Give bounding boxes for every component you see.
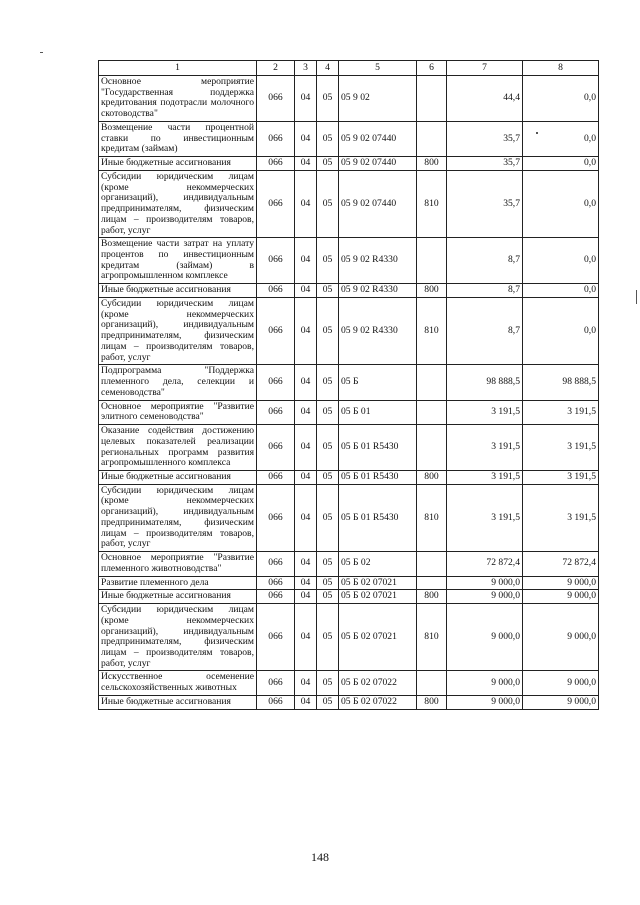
row-name-cell: Субсидии юридическим лицам (кроме некоммерческих организаций), индивидуальным предпринимателям, физическим лицам – производителям товаров, работ, услуг: [99, 604, 257, 671]
row-value-cell: 05: [317, 400, 339, 424]
row-value-cell: 04: [295, 671, 317, 695]
row-name-cell: Субсидии юридическим лицам (кроме некоммерческих организаций), индивидуальным предпринимателям, физическим лицам – производителям товаров, работ, услуг: [99, 170, 257, 237]
row-value-cell: 066: [257, 470, 295, 484]
row-value-cell: 05 9 02 07440: [339, 170, 417, 237]
row-value-cell: 9 000,0: [447, 671, 523, 695]
row-value-cell: 44,4: [447, 76, 523, 122]
row-value-cell: 800: [417, 284, 447, 298]
row-value-cell: 05 9 02 R4330: [339, 297, 417, 364]
row-value-cell: 066: [257, 284, 295, 298]
column-header: 1: [99, 61, 257, 76]
row-value-cell: 05: [317, 425, 339, 471]
page-number: 148: [311, 850, 329, 864]
row-value-cell: 04: [295, 157, 317, 171]
table-row: [99, 297, 599, 364]
row-value-cell: 3 191,5: [447, 484, 523, 551]
row-value-cell: 9 000,0: [523, 576, 599, 590]
row-value-cell: 35,7: [447, 170, 523, 237]
row-value-cell: 3 191,5: [523, 400, 599, 424]
row-value-cell: 066: [257, 604, 295, 671]
row-value-cell: 066: [257, 484, 295, 551]
row-value-cell: [417, 576, 447, 590]
row-name-cell: Возмещение части процентной ставки по инвестиционным кредитам (займам): [99, 121, 257, 156]
row-value-cell: 05 Б 01 R5430: [339, 470, 417, 484]
column-header: 2: [257, 61, 295, 76]
table-row: [99, 590, 599, 604]
row-value-cell: 04: [295, 297, 317, 364]
row-value-cell: 066: [257, 400, 295, 424]
table-row: [99, 671, 599, 695]
column-header: 8: [523, 61, 599, 76]
row-value-cell: [417, 671, 447, 695]
row-value-cell: 9 000,0: [523, 590, 599, 604]
row-value-cell: 800: [417, 470, 447, 484]
row-value-cell: 066: [257, 576, 295, 590]
row-value-cell: 05 9 02 07440: [339, 157, 417, 171]
row-value-cell: 05: [317, 604, 339, 671]
row-value-cell: 05 9 02: [339, 76, 417, 122]
column-header: 4: [317, 61, 339, 76]
table-row: [99, 157, 599, 171]
row-value-cell: 05 Б 02 07022: [339, 671, 417, 695]
row-value-cell: 0,0: [523, 157, 599, 171]
row-name-cell: Возмещение части затрат на уплату процентов по инвестиционным кредитам (займам) в агропромышленном комплексе: [99, 238, 257, 284]
row-name-cell: Иные бюджетные ассигнования: [99, 695, 257, 709]
row-value-cell: 72 872,4: [447, 552, 523, 576]
row-value-cell: 9 000,0: [447, 576, 523, 590]
row-value-cell: 810: [417, 484, 447, 551]
row-value-cell: 04: [295, 238, 317, 284]
row-value-cell: 35,7: [447, 157, 523, 171]
row-value-cell: 05: [317, 297, 339, 364]
table-row: [99, 365, 599, 400]
row-value-cell: 05 9 02 R4330: [339, 284, 417, 298]
table-row: [99, 576, 599, 590]
row-value-cell: 04: [295, 590, 317, 604]
row-value-cell: 04: [295, 484, 317, 551]
row-value-cell: 0,0: [523, 76, 599, 122]
column-header: 7: [447, 61, 523, 76]
row-value-cell: 05: [317, 671, 339, 695]
row-value-cell: 066: [257, 695, 295, 709]
row-value-cell: 05: [317, 590, 339, 604]
row-value-cell: 04: [295, 425, 317, 471]
row-value-cell: 05: [317, 552, 339, 576]
row-name-cell: Иные бюджетные ассигнования: [99, 590, 257, 604]
row-value-cell: 066: [257, 425, 295, 471]
row-value-cell: 3 191,5: [523, 484, 599, 551]
row-value-cell: 066: [257, 170, 295, 237]
row-value-cell: 04: [295, 695, 317, 709]
row-name-cell: Основное мероприятие "Государственная поддержка кредитования подотрасли молочного скотоводства": [99, 76, 257, 122]
row-value-cell: [417, 552, 447, 576]
row-value-cell: 3 191,5: [447, 470, 523, 484]
row-value-cell: 066: [257, 76, 295, 122]
row-value-cell: 05 9 02 R4330: [339, 238, 417, 284]
table-row: [99, 604, 599, 671]
row-value-cell: 0,0: [523, 170, 599, 237]
row-name-cell: Субсидии юридическим лицам (кроме некоммерческих организаций), индивидуальным предпринимателям, физическим лицам – производителям товаров, работ, услуг: [99, 297, 257, 364]
row-value-cell: 05 Б 01 R5430: [339, 425, 417, 471]
row-value-cell: 05 Б 01 R5430: [339, 484, 417, 551]
row-value-cell: 9 000,0: [447, 590, 523, 604]
row-value-cell: 3 191,5: [447, 425, 523, 471]
row-value-cell: 3 191,5: [523, 425, 599, 471]
row-value-cell: 05: [317, 576, 339, 590]
row-value-cell: 066: [257, 238, 295, 284]
table-body: [99, 76, 599, 710]
column-header: 3: [295, 61, 317, 76]
row-name-cell: Основное мероприятие "Развитие элитного семеноводства": [99, 400, 257, 424]
row-value-cell: 04: [295, 121, 317, 156]
row-value-cell: 800: [417, 590, 447, 604]
row-value-cell: 8,7: [447, 238, 523, 284]
row-value-cell: 0,0: [523, 121, 599, 156]
scan-speck: [40, 52, 43, 53]
row-name-cell: Иные бюджетные ассигнования: [99, 157, 257, 171]
row-value-cell: [417, 121, 447, 156]
row-name-cell: Оказание содействия достижению целевых показателей реализации региональных программ развития агропромышленного комплекса: [99, 425, 257, 471]
row-value-cell: 05: [317, 470, 339, 484]
row-value-cell: 98 888,5: [523, 365, 599, 400]
row-value-cell: 9 000,0: [447, 604, 523, 671]
row-name-cell: Субсидии юридическим лицам (кроме некоммерческих организаций), индивидуальным предпринимателям, физическим лицам – производителям товаров, работ, услуг: [99, 484, 257, 551]
scan-speck: [636, 290, 637, 304]
table-row: [99, 470, 599, 484]
row-value-cell: 800: [417, 695, 447, 709]
row-value-cell: 3 191,5: [447, 400, 523, 424]
row-value-cell: 35,7: [447, 121, 523, 156]
row-value-cell: 810: [417, 604, 447, 671]
row-value-cell: 05: [317, 284, 339, 298]
row-value-cell: 05: [317, 484, 339, 551]
row-value-cell: 066: [257, 297, 295, 364]
row-value-cell: 04: [295, 400, 317, 424]
row-value-cell: [417, 365, 447, 400]
row-value-cell: 05 Б 02 07021: [339, 590, 417, 604]
row-value-cell: 066: [257, 671, 295, 695]
row-value-cell: 05 Б 01: [339, 400, 417, 424]
row-value-cell: 04: [295, 576, 317, 590]
row-value-cell: 04: [295, 170, 317, 237]
table-row: [99, 400, 599, 424]
row-value-cell: 72 872,4: [523, 552, 599, 576]
row-value-cell: 810: [417, 170, 447, 237]
row-value-cell: 8,7: [447, 297, 523, 364]
table-row: [99, 170, 599, 237]
row-value-cell: 8,7: [447, 284, 523, 298]
row-value-cell: 04: [295, 284, 317, 298]
table-row: [99, 695, 599, 709]
table-row: [99, 552, 599, 576]
row-value-cell: 066: [257, 552, 295, 576]
row-value-cell: 04: [295, 470, 317, 484]
row-value-cell: 0,0: [523, 297, 599, 364]
row-value-cell: 066: [257, 157, 295, 171]
row-value-cell: 05: [317, 238, 339, 284]
table-row: [99, 484, 599, 551]
row-value-cell: 800: [417, 157, 447, 171]
row-value-cell: [417, 238, 447, 284]
budget-table: [98, 60, 599, 710]
row-value-cell: 04: [295, 604, 317, 671]
row-value-cell: 05 Б 02: [339, 552, 417, 576]
row-value-cell: 0,0: [523, 284, 599, 298]
row-name-cell: Основное мероприятие "Развитие племенного животноводства": [99, 552, 257, 576]
row-value-cell: 05: [317, 695, 339, 709]
row-value-cell: 05 Б 02 07021: [339, 576, 417, 590]
row-value-cell: 3 191,5: [523, 470, 599, 484]
row-value-cell: 066: [257, 365, 295, 400]
table-row: [99, 121, 599, 156]
row-value-cell: 810: [417, 297, 447, 364]
table-row: [99, 425, 599, 471]
row-value-cell: 98 888,5: [447, 365, 523, 400]
row-value-cell: 04: [295, 552, 317, 576]
row-name-cell: Иные бюджетные ассигнования: [99, 284, 257, 298]
row-value-cell: 0,0: [523, 238, 599, 284]
table-row: [99, 76, 599, 122]
row-name-cell: Развитие племенного дела: [99, 576, 257, 590]
row-value-cell: 04: [295, 76, 317, 122]
row-value-cell: 05: [317, 76, 339, 122]
row-value-cell: 05 Б 02 07022: [339, 695, 417, 709]
row-value-cell: 05: [317, 157, 339, 171]
row-value-cell: 05 Б: [339, 365, 417, 400]
row-name-cell: Иные бюджетные ассигнования: [99, 470, 257, 484]
row-value-cell: [417, 76, 447, 122]
row-value-cell: 9 000,0: [523, 695, 599, 709]
row-name-cell: Подпрограмма "Поддержка племенного дела, селекции и семеноводства": [99, 365, 257, 400]
row-value-cell: 05: [317, 121, 339, 156]
row-value-cell: 9 000,0: [523, 604, 599, 671]
row-value-cell: 066: [257, 590, 295, 604]
table-row: [99, 284, 599, 298]
row-value-cell: 9 000,0: [523, 671, 599, 695]
row-value-cell: 04: [295, 365, 317, 400]
row-value-cell: [417, 400, 447, 424]
column-header: 6: [417, 61, 447, 76]
row-value-cell: 066: [257, 121, 295, 156]
row-value-cell: 9 000,0: [447, 695, 523, 709]
column-header: 5: [339, 61, 417, 76]
row-value-cell: 05: [317, 365, 339, 400]
row-value-cell: 05 Б 02 07021: [339, 604, 417, 671]
row-name-cell: Искусственное осеменение сельскохозяйственных животных: [99, 671, 257, 695]
table-row: [99, 238, 599, 284]
row-value-cell: [417, 425, 447, 471]
table-header-row: [99, 61, 599, 76]
row-value-cell: 05 9 02 07440: [339, 121, 417, 156]
row-value-cell: 05: [317, 170, 339, 237]
